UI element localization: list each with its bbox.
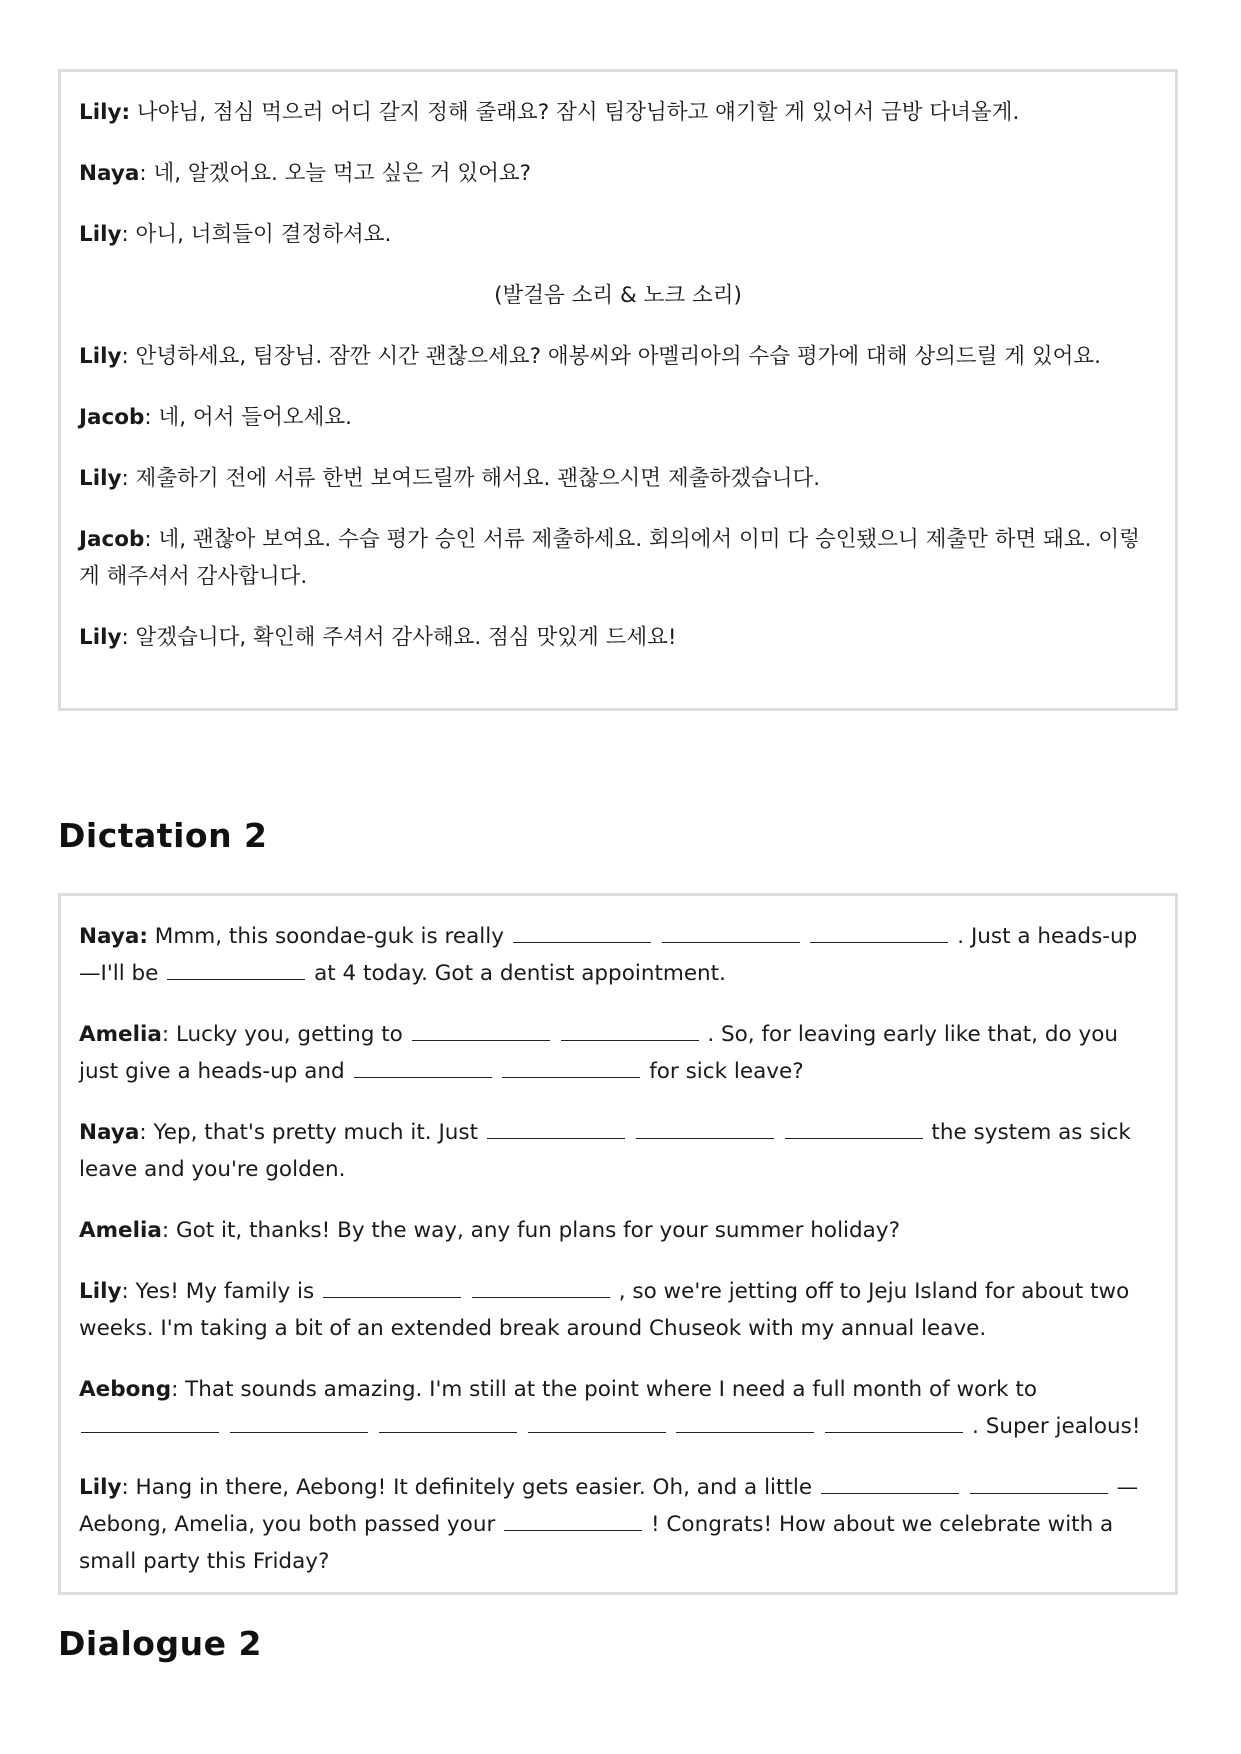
line-text: for sick leave? [642,1059,804,1084]
line-text: : Yep, that's pretty much it. Just [139,1120,485,1145]
dialogue-line [79,460,1157,497]
line-text: . So, for leaving early like that, do you just give a heads-up and [79,1022,1118,1084]
blank-field[interactable] [970,1492,1108,1494]
dialogue-line [79,338,1157,375]
dialogue-line [79,399,1157,436]
blank-field[interactable] [528,1431,666,1433]
blank-field[interactable] [825,1431,963,1433]
line-text: : Lucky you, getting to [161,1022,410,1047]
dialogue-1-box [58,69,1178,711]
line-text: ! Congrats! How about we celebrate with a small party this Friday? [79,1512,1114,1574]
blank-field[interactable] [230,1431,368,1433]
line-text: . Super jealous! [965,1414,1141,1439]
blank-field[interactable] [636,1137,774,1139]
line-text: : 아니, 너희들이 결정하셔요. [121,222,392,247]
speaker-name: Lily [79,1279,122,1304]
line-text: Mmm, this soondae-guk is really [147,924,511,949]
line-text: . Just a heads-up —I'll be [79,924,1138,986]
blank-field[interactable] [412,1039,550,1041]
dictation-line [79,1469,1157,1580]
line-text: : Yes! My family is [121,1279,322,1304]
speaker-name: Lily [79,625,122,650]
dictation-line [79,1212,1157,1249]
speaker-name: Lily: [79,100,131,125]
dictation-box [58,893,1178,1595]
speaker-name: Jacob [79,527,145,552]
blank-field[interactable] [810,941,948,943]
line-text: : That sounds amazing. I'm still at the point where I need a full month of work to [171,1377,1038,1402]
speaker-name: Aebong [79,1377,172,1402]
blank-field[interactable] [821,1492,959,1494]
blank-field[interactable] [513,941,651,943]
section-heading-dictation: Dictation 2 [58,816,268,855]
blank-field[interactable] [487,1137,625,1139]
dialogue-line [79,94,1157,131]
speaker-name: Naya: [79,924,148,949]
speaker-name: Amelia [79,1022,162,1047]
line-text: — Aebong, Amelia, you both passed your [79,1475,1139,1537]
dictation-line [79,1273,1157,1347]
line-text: : Hang in there, Aebong! It definitely gets easier. Oh, and a little [121,1475,819,1500]
dialogue-line [79,216,1157,253]
section-heading-dialogue: Dialogue 2 [58,1624,262,1663]
line-text: : 알겠습니다, 확인해 주셔서 감사해요. 점심 맛있게 드세요! [121,625,677,650]
dictation-line [79,918,1157,992]
dialogue-line [79,155,1157,192]
blank-field[interactable] [323,1296,461,1298]
blank-field[interactable] [504,1529,642,1531]
blank-field[interactable] [81,1431,219,1433]
line-text: : 네, 알겠어요. 오늘 먹고 싶은 거 있어요? [139,161,532,186]
speaker-name: Lily [79,344,122,369]
dialogue-line [79,521,1157,595]
blank-field[interactable] [354,1076,492,1078]
speaker-name: Amelia [79,1218,162,1243]
line-text: : 네, 어서 들어오세요. [144,405,352,430]
line-text: at 4 today. Got a dentist appointment. [307,961,726,986]
blank-field[interactable] [502,1076,640,1078]
dictation-line [79,1371,1157,1445]
dictation-line [79,1016,1157,1090]
line-text: : 네, 괜찮아 보여요. 수습 평가 승인 서류 제출하세요. 회의에서 이미 다 승인됐으니 제출만 하면 돼요. 이렇게 해주셔서 감사합니다. [79,527,1140,589]
speaker-name: Lily [79,1475,122,1500]
blank-field[interactable] [167,978,305,980]
dialogue-line [79,619,1157,656]
line-text: the system as sick leave and you're golden. [79,1120,1131,1182]
stage-direction: (발걸음 소리 & 노크 소리) [494,283,742,308]
speaker-name: Lily [79,222,122,247]
speaker-name: Jacob [79,405,145,430]
line-text: : Got it, thanks! By the way, any fun plans for your summer holiday? [161,1218,900,1243]
speaker-name: Naya [79,161,140,186]
blank-field[interactable] [785,1137,923,1139]
speaker-name: Lily [79,466,122,491]
blank-field[interactable] [662,941,800,943]
blank-field[interactable] [561,1039,699,1041]
blank-field[interactable] [676,1431,814,1433]
speaker-name: Naya [79,1120,140,1145]
blank-field[interactable] [379,1431,517,1433]
line-text: : 안녕하세요, 팀장님. 잠깐 시간 괜찮으세요? 애봉씨와 아멜리아의 수습 평가에 대해 상의드릴 게 있어요. [121,344,1102,369]
line-text: : 제출하기 전에 서류 한번 보여드릴까 해서요. 괜찮으시면 제출하겠습니다. [121,466,821,491]
line-text: , so we're jetting off to Jeju Island for about two weeks. I'm taking a bit of an extended break around Chuseok with my annual leave. [79,1279,1130,1341]
line-text: 나야님, 점심 먹으러 어디 갈지 정해 줄래요? 잠시 팀장님하고 얘기할 게 있어서 금방 다녀올게. [130,100,1020,125]
dictation-line [79,1114,1157,1188]
blank-field[interactable] [472,1296,610,1298]
